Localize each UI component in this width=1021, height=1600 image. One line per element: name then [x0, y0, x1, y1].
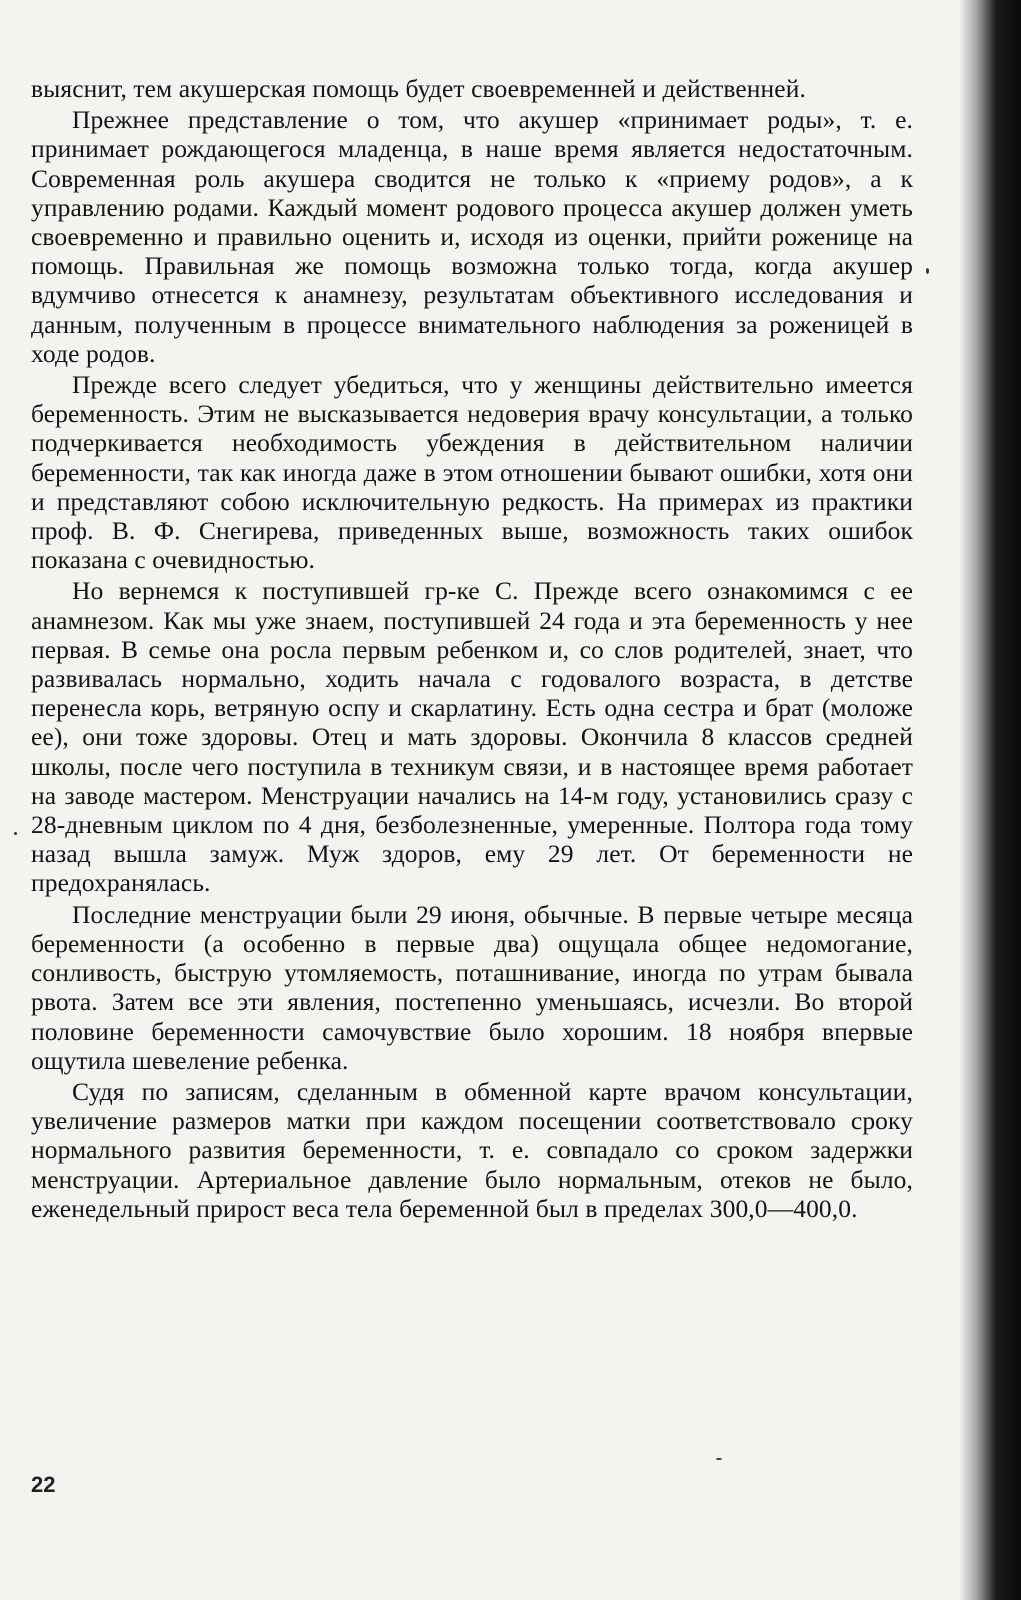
print-speck	[14, 832, 17, 835]
paragraph: Но вернемся к поступившей гр-ке С. Прежде всего ознакомимся с ее анамнезом. Как мы уже знаем, поступившей 24 года и эта беременность у нее первая. В семье она росла первым ребенком и, со слов родителей, знает, что развивалась нормально, ходить начала с годовалого возраста, в детстве перенесла корь, ветряную оспу и скарлатину. Есть одна сестра и брат (моложе ее), они тоже здоровы. Отец и мать здоровы. Окончила 8 классов средней школы, после чего поступила в техникум связи, и в настоящее время работает на заводе мастером. Менструации начались на 14-м году, установились сразу с 28-дневным циклом по 4 дня, безболезненные, умеренные. Полтора года тому назад вышла замуж. Муж здоров, ему 29 лет. От беременности не предохранялась.	[31, 576, 913, 898]
page-binding-shadow	[959, 0, 1021, 1600]
paragraph: Последние менструации были 29 июня, обычные. В первые четыре месяца беременности (а особенно в первые два) ощущала общее недомогание, сонливость, быструю утомляемость, поташнивание, иногда по утрам бывала рвота. Затем все эти явления, постепенно уменьшаясь, исчезли. Во второй половине беременности самочувствие было хорошим. 18 ноября впервые ощутила шевеление ребенка.	[31, 899, 913, 1075]
body-text	[31, 74, 913, 1223]
print-speck	[926, 268, 929, 274]
paragraph: Прежнее представление о том, что акушер «принимает роды», т. е. принимает рождающегося младенца, в наше время является недостаточным. Современная роль акушера сводится не только к «приему родов», а к управлению родами. Каждый момент родового процесса акушер должен уметь своевременно и правильно оценить и, исходя из оценки, прийти роженице на помощь. Правильная же помощь возможна только тогда, когда акушер вдумчиво отнесется к анамнезу, результатам объективного исследования и данным, полученным в процессе внимательного наблюдения за роженицей в ходе родов.	[31, 105, 913, 368]
paragraph: Прежде всего следует убедиться, что у женщины действительно имеется беременность. Этим не высказывается недоверия врачу консультации, а только подчеркивается необходимость убеждения в действительном наличии беременности, так как иногда даже в этом отношении бывают ошибки, хотя они и представляют собою исключительную редкость. На примерах из практики проф. В. Ф. Снегирева, приведенных выше, возможность таких ошибок показана с очевидностью.	[31, 370, 913, 575]
print-speck	[716, 1458, 722, 1460]
paragraph: Судя по записям, сделанным в обменной карте врачом консультации, увеличение размеров матки при каждом посещении соответствовало сроку нормального развития беременности, т. е. совпадало со сроком задержки менструации. Артериальное давление было нормальным, отеков не было, еженедельный прирост веса тела беременной был в пределах 300,0—400,0.	[31, 1076, 913, 1223]
paragraph-continuation: выяснит, тем акушерская помощь будет своевременней и действенней.	[31, 74, 806, 103]
page-number: 22	[31, 1472, 56, 1497]
